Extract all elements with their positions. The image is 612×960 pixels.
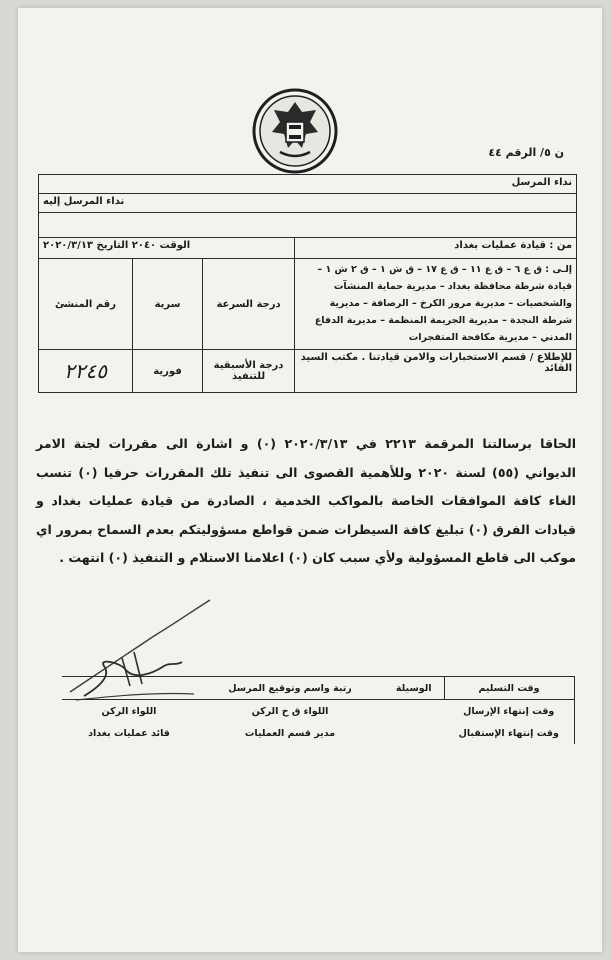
- for-information-field: للإطلاع / قسم الاستخبارات والامن قيادتنا . مكتب السيد القائد: [295, 350, 577, 393]
- iraqi-emblem-icon: [252, 88, 338, 174]
- blank-row: [39, 213, 577, 238]
- originator-number-label: رقم المنشئ: [39, 259, 133, 350]
- sender-rank: اللواء ق خ الركن: [251, 705, 329, 717]
- sender-rank-name-signature-label: رتبة واسم وتوقيع المرسل: [196, 677, 384, 700]
- sender-call-label: نداء المرسل: [39, 175, 577, 194]
- footer-table: [62, 676, 575, 744]
- message-body: الحاقا برسالتنا المرقمة ٢٢١٣ في ٢٠٢٠/٣/١٣ (٠) و اشارة الى مقررات لجنة الامر الديواني (٥٥) لسنة ٢٠٢٠ وللأهمية القصوى الى تنفيذ تلك المقررات حرفيا (٠) تنسب الغاء كافة الموافقات الخاصة بالمواكب الخدمية ، الصادرة من قيادة عمليات بغداد و قيادات الفرق (٠) تبليغ كافة السيطرات ضمن قواطع مسؤوليتكم بعدم السماح بمرور اي موكب الى قاطع المسؤولية ولأي سبب كان (٠) اعلامنا الاستلام و التنفيذ (٠) انتهت .: [36, 436, 577, 565]
- commander-title: قائد عمليات بغداد: [88, 727, 170, 739]
- commander-rank: اللواء الركن: [101, 705, 157, 717]
- sender-title: مدير قسم العمليات: [244, 727, 336, 739]
- precedence-label: درجة الأسبقية للتنفيذ: [203, 350, 295, 393]
- to-recipients: إلـى : ق ع ٦ – ق ع ١١ – ق ع ١٧ – ق ش ١ – ق ٢ ش ١ – قيادة شرطة محافظة بغداد – مديرية حماية المنشآت والشخصيات – مديرية مرور الكرخ – الرصافة – مديرية شرطة النجدة – مديرية الجريمة المنظمة – مديرية الدفاع المدني – مديرية مكافحة المتفجرات: [295, 259, 577, 350]
- message-header-table: [38, 174, 577, 393]
- originator-number-value: ٢٢٤٥: [39, 350, 133, 393]
- reference-number: ن ٥/ الرقم ٤٤: [488, 146, 564, 159]
- end-receive-time-label: وقت إنتهاء الإستقبال: [444, 722, 574, 744]
- secrecy-label: سرية: [133, 259, 203, 350]
- delivery-time-label: وقت التسليم: [444, 677, 574, 700]
- from-field: من : قيادة عمليات بغداد: [295, 238, 577, 259]
- speed-label: درجة السرعة: [203, 259, 295, 350]
- recipient-call-cell: [203, 194, 577, 213]
- precedence-value: فورية: [133, 350, 203, 393]
- time-date-field: الوقت ٢٠٤٠ التاريخ ٢٠٢٠/٣/١٣: [39, 238, 295, 259]
- means-label: الوسيلة: [384, 677, 444, 700]
- footer-empty-cell: [62, 677, 196, 700]
- end-send-time-label: وقت إنتهاء الإرسال: [444, 700, 574, 723]
- recipient-call-label: نداء المرسل إليه: [39, 194, 203, 213]
